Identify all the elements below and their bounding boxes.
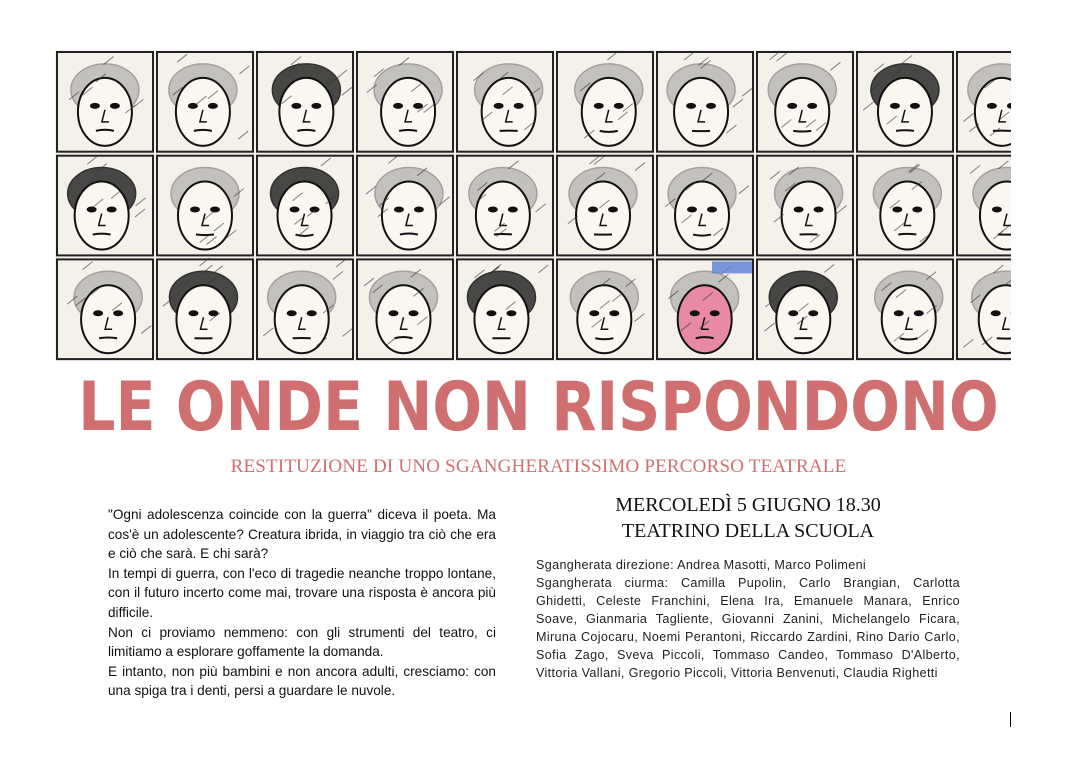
sketched-face (557, 156, 653, 256)
event-date: MERCOLEDÌ 5 GIUGNO 18.30 (615, 494, 881, 516)
sketched-face (757, 156, 853, 256)
intro-paragraph: In tempi di guerra, con l'eco di tragedie neanche troppo lontane, con il futuro incerto come mai, trovare una risposta è ancora più difficile. (108, 565, 496, 620)
sketched-face (457, 259, 553, 359)
text-cursor (1010, 712, 1011, 727)
sketched-face (557, 52, 653, 152)
sketched-face (57, 156, 153, 256)
sketched-face (157, 52, 253, 152)
sketched-face (957, 259, 1011, 359)
sketched-face (257, 156, 353, 256)
poster-subtitle: RESTITUZIONE DI UNO SGANGHERATISSIMO PERCORSO TEATRALE (230, 456, 847, 477)
sketched-face (157, 156, 253, 256)
sketched-face (357, 156, 453, 256)
event-venue: TEATRINO DELLA SCUOLA (621, 520, 875, 542)
sketched-face (957, 156, 1011, 256)
sketched-face (157, 258, 253, 359)
event-info (536, 492, 960, 544)
sketched-face (357, 52, 453, 152)
sketched-face (457, 52, 553, 152)
intro-paragraph: "Ogni adolescenza coincide con la guerra" diceva il poeta. Ma cos'è un adolescente? Creatura ibrida, in viaggio tra ciò che era e ciò che sarà. E chi sarà? (108, 507, 496, 562)
intro-paragraph: Non ci proviamo nemmeno: con gli strumenti del teatro, ci limitiamo a esplorare goffamente la domanda. (108, 624, 496, 660)
faces-drawing-banner (55, 50, 1011, 361)
sketched-face (957, 52, 1011, 152)
sketched-face (657, 259, 753, 359)
sketched-face (657, 52, 753, 152)
sketched-faces-illustration (55, 50, 1011, 361)
sketched-face (757, 259, 853, 359)
sketched-face (857, 156, 953, 256)
sketched-face (57, 259, 153, 359)
sketched-face (257, 259, 353, 359)
sketched-face (657, 156, 753, 256)
sketched-face (257, 52, 353, 152)
sketched-face (357, 259, 453, 359)
sketched-face (557, 259, 653, 359)
poster-title: LE ONDE NON RISPONDONO (78, 368, 999, 447)
sketched-face (757, 52, 853, 152)
sketched-face (57, 52, 153, 152)
intro-text (108, 505, 496, 701)
sketched-face (857, 52, 953, 152)
cast-credits: Sgangherata ciurma: Camilla Pupolin, Carlo Brangian, Carlotta Ghidetti, Celeste Franchini, Elena Ira, Emanuele Manara, Enrico Soave, Gianmaria Tagliente, Giovanni Zanini, Michelangelo Ficara, Miruna Cojocaru, Noemi Perantoni, Riccardo Zardini, Rino Dario Carlo, Sofia Zago, Sveva Piccoli, Tommaso Candeo, Tommaso D'Alberto, Vittoria Vallani, Gregorio Piccoli, Vittoria Benvenuti, Claudia Righetti (536, 576, 960, 680)
credits (536, 556, 960, 682)
intro-paragraph: E intanto, non più bambini e non ancora adulti, cresciamo: con una spiga tra i denti, persi a guardare le nuvole. (108, 663, 496, 699)
direction-credits: Sgangherata direzione: Andrea Masotti, Marco Polimeni (536, 558, 867, 572)
sketched-face (857, 259, 953, 359)
sketched-face (457, 156, 553, 256)
